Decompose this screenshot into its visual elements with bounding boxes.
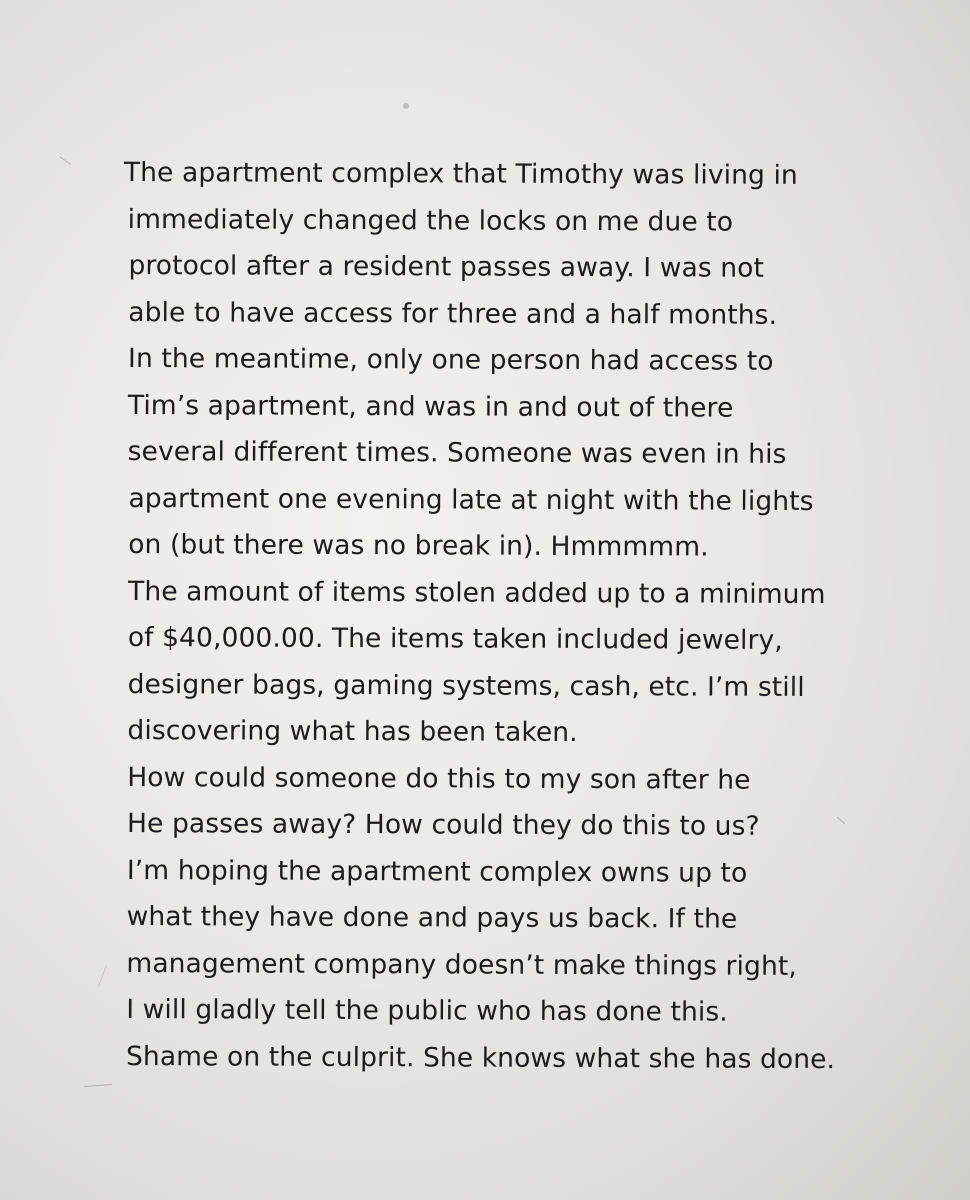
text-line: The apartment complex that Timothy was living in <box>123 156 798 191</box>
text-line: In the meantime, only one person had access to <box>128 343 774 377</box>
text-line: able to have access for three and a half months. <box>128 296 778 331</box>
text-line: of $40,000.00. The items taken included jewelry, <box>127 622 783 656</box>
text-line: discovering what has been taken. <box>127 715 578 748</box>
text-line: immediately changed the locks on me due to <box>127 203 734 238</box>
text-line: protocol after a resident passes away. I was not <box>128 250 765 284</box>
text-line: I will gladly tell the public who has done this. <box>126 994 728 1028</box>
text-line: I’m hoping the apartment complex owns up to <box>126 854 748 889</box>
paper-scratch <box>59 156 71 165</box>
text-line: management company doesn’t make things right, <box>126 947 797 982</box>
text-line: Tim’s apartment, and was in and out of there <box>127 389 734 424</box>
text-line: apartment one evening late at night with the lights <box>128 482 814 517</box>
text-line: How could someone do this to my son after he <box>127 761 751 796</box>
text-line: The amount of items stolen added up to a minimum <box>128 575 826 610</box>
text-line: Shame on the culprit. She knows what she has done. <box>125 1040 836 1075</box>
paper-scratch <box>98 965 106 986</box>
text-line: He passes away? How could they do this to us? <box>126 808 760 842</box>
text-line: on (but there was no break in). Hmmmmm. <box>128 529 709 563</box>
text-line: designer bags, gaming systems, cash, etc. I’m still <box>127 668 805 703</box>
text-line: what they have done and pays us back. If the <box>126 901 738 935</box>
paper-scratch <box>84 1084 112 1087</box>
text-line: several different times. Someone was even in his <box>127 436 787 470</box>
letter-text <box>120 150 924 1083</box>
paper-speck <box>403 103 409 109</box>
